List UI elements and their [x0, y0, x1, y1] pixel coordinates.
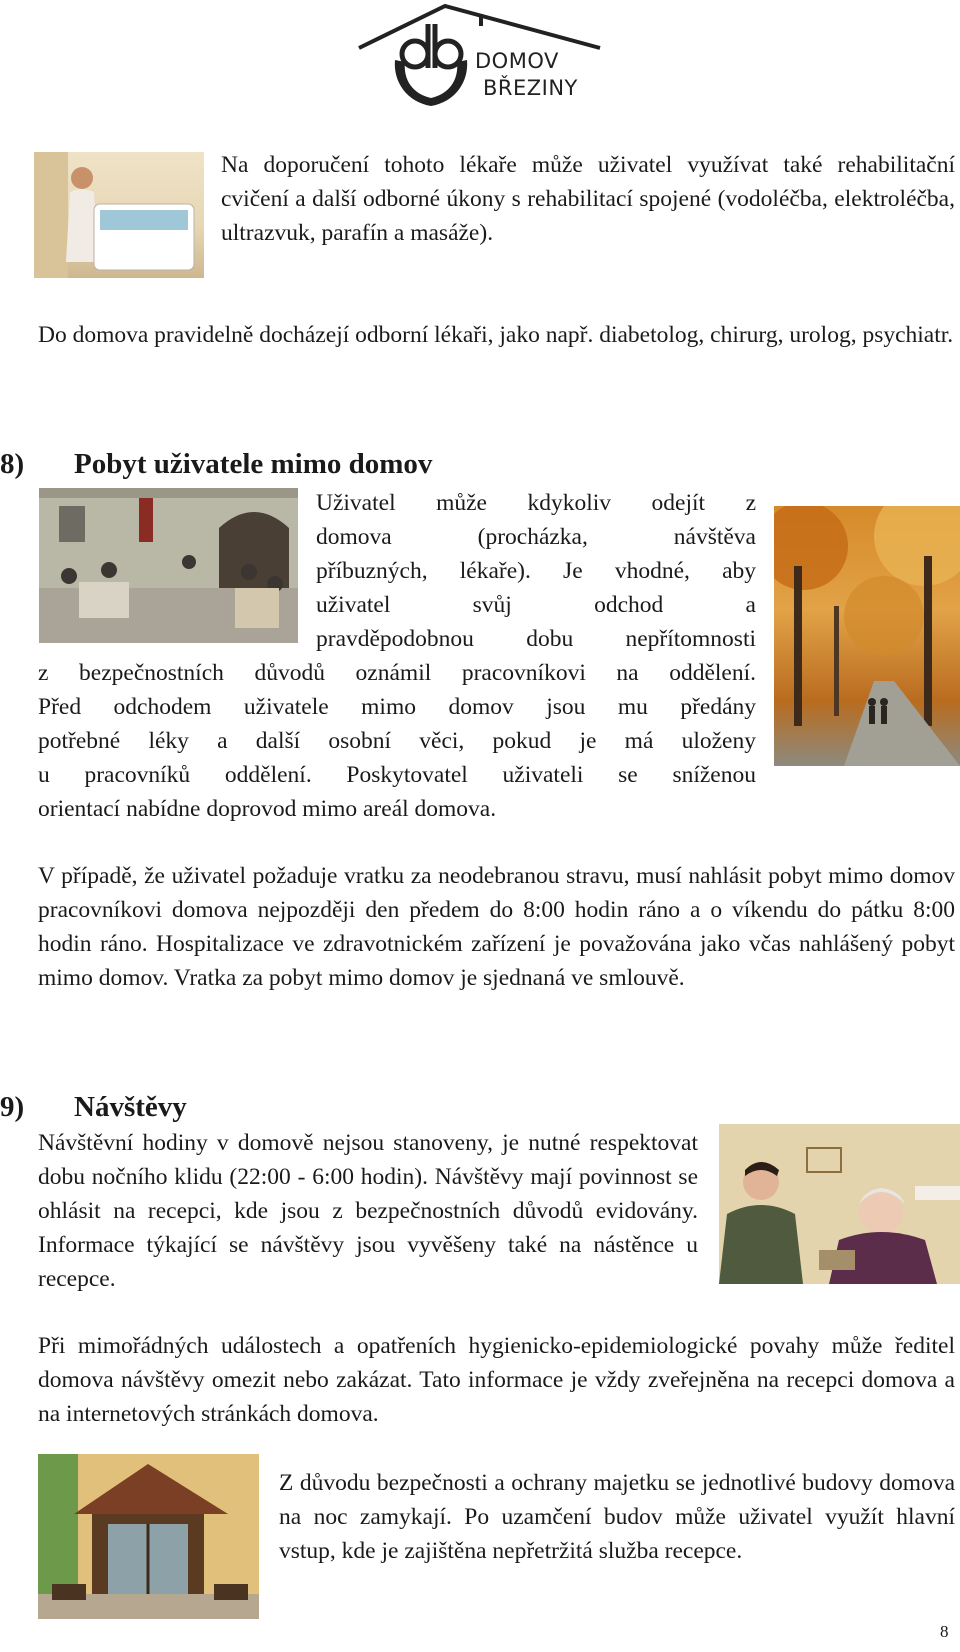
section-8-paragraph-2: V případě, že uživatel požaduje vratku za neodebranou stravu, musí nahlásit pobyt mimo domov pracovníkovi domova nejpozději den předem do 8:00 hodin ráno a o víkendu do pátku 8:00 hodin ráno. Hospitalizace ve zdravotnickém zařízení je považována jako včas nahlášený pobyt mimo domov. Vratka za pobyt mimo domov je sjednaná ve smlouvě. — [38, 863, 955, 991]
section-9-paragraph-3: Z důvodu bezpečnosti a ochrany majetku se jednotlivé budovy domova na noc zamykají. Po uzamčení budov může uživatel využít hlavní vstup, kde je zajištěna nepřetržitá služba recepce. — [279, 1470, 955, 1564]
text-line: orientací nabídne doprovod mimo areál domova. — [38, 796, 497, 822]
section-8-paragraph-1 — [38, 486, 756, 826]
page-number: 8 — [940, 1622, 949, 1641]
text-line: u pracovníků oddělení. Poskytovatel uživateli se sníženou — [38, 762, 756, 788]
section-8-title: Pobyt uživatele mimo domov — [74, 448, 433, 480]
section-9-title: Návštěvy — [74, 1091, 187, 1123]
text-line: pravděpodobnou dobu nepřítomnosti — [316, 626, 756, 652]
photo-autumn-alley — [774, 506, 960, 766]
house-roof-icon — [359, 6, 600, 48]
photo-visitors — [719, 1124, 960, 1284]
text-line: domova (procházka, návštěva — [316, 524, 756, 550]
text-line: potřebné léky a další osobní věci, pokud je má uloženy — [38, 728, 756, 754]
section-9-paragraph-1: Návštěvní hodiny v domově nejsou stanoveny, je nutné respektovat dobu nočního klidu (22:00 - 6:00 hodin). Návštěvy mají povinnost se ohlásit na recepci, kde jsou z bezpečnostních důvodů evidovány. Informace týkající se návštěvy jsou vyvěšeny také na nástěnce u recepce. — [38, 1130, 698, 1292]
paragraph-doctors: Do domova pravidelně docházejí odborní lékaři, jako např. diabetolog, chirurg, urolog, psychiatr. — [38, 322, 954, 348]
section-8-number: 8) — [0, 448, 25, 480]
section-9-paragraph-2: Při mimořádných událostech a opatřeních hygienicko-epidemiologické povahy může ředitel domova návštěvy omezit nebo zakázat. Tato informace je vždy zveřejněna na recepci domova a na internetových stránkách domova. — [38, 1333, 955, 1427]
logo-line1: DOMOV — [475, 49, 559, 73]
logo — [355, 2, 605, 110]
text-line: příbuzných, lékaře). Je vhodné, aby — [316, 558, 756, 584]
db-monogram-icon — [402, 24, 461, 68]
logo-line2: BŘEZINY — [483, 76, 578, 100]
text-line: z bezpečnostních důvodů oznámil pracovníkovi na oddělení. — [38, 660, 756, 686]
photo-rehabilitation — [34, 152, 204, 278]
text-line: uživatel svůj odchod a — [316, 592, 756, 618]
photo-building-entrance — [38, 1454, 259, 1619]
text-line: Uživatel může kdykoliv odejít z — [316, 490, 756, 516]
text-line: Před odchodem uživatele mimo domov jsou mu předány — [38, 694, 756, 720]
paragraph-rehabilitation: Na doporučení tohoto lékaře může uživatel využívat také rehabilitační cvičení a další odborné úkony s rehabilitací spojené (vodoléčba, elektroléčba, ultrazvuk, parafín a masáže). — [221, 152, 955, 246]
section-9-number: 9) — [0, 1091, 25, 1123]
